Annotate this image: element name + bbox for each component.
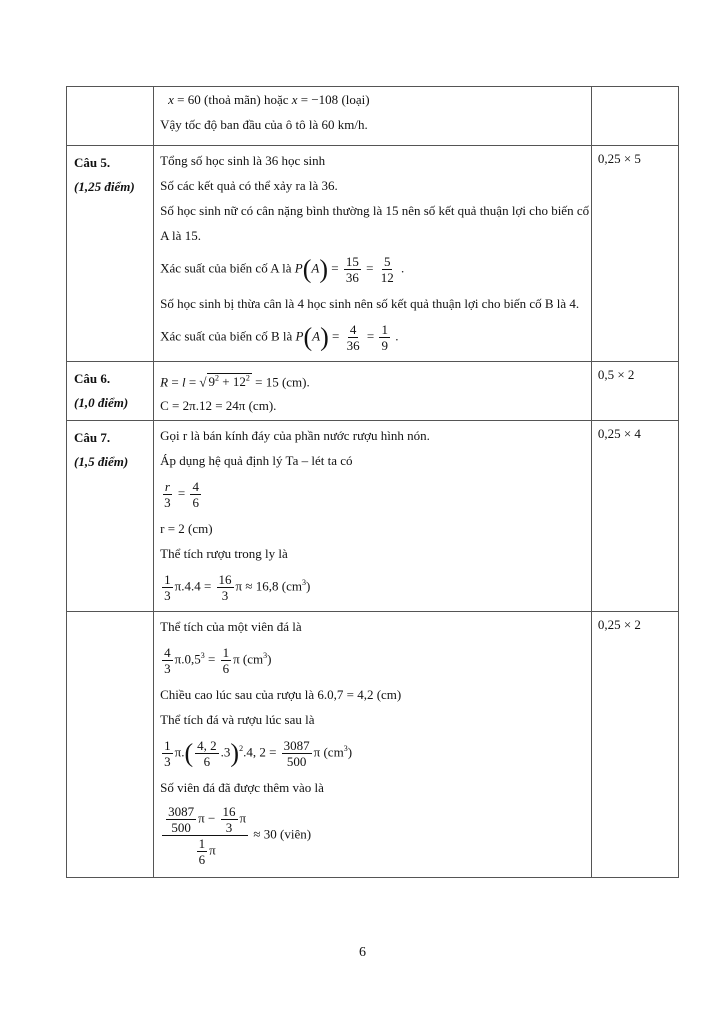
- score-cell: [591, 87, 678, 146]
- label-cell: [67, 146, 154, 362]
- text-line: Áp dụng hệ quả định lý Ta – lét ta có: [160, 453, 353, 469]
- stone-count-line: $\frac{3087}{500}$ π − $\frac{16}{3}$ π $\frac{1}{6}$ π ≈ 30 (viên): [160, 800, 591, 867]
- table-row-q7-part1: [67, 421, 679, 612]
- score-value: 0,5 × 2: [597, 367, 635, 382]
- text-line: Thể tích của một viên đá là: [160, 619, 302, 635]
- content-cell: [154, 362, 592, 421]
- stone-volume-line: $\frac{4}{3}$ $\pi.0,5^3$ = $\frac{1}{6}$ π $(cm^3)$: [164, 645, 272, 677]
- answer-table: [66, 86, 679, 878]
- ratio-line: $\frac{r}{3}$ = $\frac{4}{6}$: [164, 479, 199, 511]
- question-points: (1,25 điểm): [74, 179, 135, 194]
- content-cell: [154, 612, 592, 878]
- text-line: Số viên đá đã được thêm vào là: [160, 780, 324, 796]
- score-cell: [591, 362, 678, 421]
- text-line: Chiều cao lúc sau của rượu là 6.0,7 = 4,2 (cm): [160, 687, 402, 703]
- question-points: (1,0 điểm): [74, 395, 129, 410]
- probability-a-line: Xác suất của biến cố A là P(A) = $\frac{15}{36}$ = $\frac{5}{12}$ .: [160, 254, 405, 285]
- score-value: 0,25 × 4: [597, 426, 641, 442]
- score-cell: [591, 146, 678, 362]
- text-line: Số học sinh bị thừa cân là 4 học sinh nên số kết quả thuận lợi cho biến cố B là 4.: [160, 296, 580, 311]
- question-number: Câu 7.: [74, 430, 111, 446]
- probability-b-line: Xác suất của biến cố B là P(A) = $\frac{4}{36}$ = $\frac{1}{9}$ .: [160, 322, 399, 353]
- circumference-line: C = 2π.12 = 24π (cm).: [160, 398, 277, 414]
- text-line: Số các kết quả có thể xảy ra là 36.: [160, 178, 338, 193]
- page-number: 6: [359, 945, 366, 960]
- total-volume-line: $\frac{1}{3}$ π.( $\frac{4, 2}{6}$ .3)$^2$.4, 2 = $\frac{3087}{500}$ π $(cm^3)$: [164, 738, 353, 770]
- score-value: 0,25 × 2: [597, 617, 641, 633]
- conclusion-line: Vậy tốc độ ban đầu của ô tô là 60 km/h.: [160, 117, 368, 132]
- label-cell: [67, 362, 154, 421]
- score-value: 0,25 × 5: [597, 151, 641, 166]
- text-line: Tổng số học sinh là 36 học sinh: [160, 153, 326, 168]
- content-cell: [154, 87, 592, 146]
- label-cell: [67, 612, 154, 878]
- question-number: Câu 5.: [74, 155, 111, 170]
- text-line: Số học sinh nữ có cân nặng bình thường là 15 nên số kết quả thuận lợi cho biến cố A là 15.: [160, 203, 590, 243]
- table-row-q6: [67, 362, 679, 421]
- text-line: Thể tích rượu trong ly là: [160, 546, 288, 562]
- question-points: (1,5 điểm): [74, 454, 129, 470]
- text-line: Gọi r là bán kính đáy của phần nước rượu hình nón.: [160, 428, 430, 444]
- table-row-q5: [67, 146, 679, 362]
- slant-height-line: R = l = √ $9^2 + 12^2 = 15$ (cm).: [160, 374, 310, 390]
- radius-line: r = 2 (cm): [160, 521, 213, 537]
- table-row-continuation: [67, 87, 679, 146]
- content-cell: [154, 421, 592, 612]
- score-cell: [591, 421, 678, 612]
- volume-line: $\frac{1}{3}$ π.4.4 = $\frac{16}{3}$ π ≈ 16,8 $(cm^3)$: [164, 572, 311, 604]
- solution-line: x = 60 (thoả mãn) hoặc x = −108 (loại): [168, 92, 370, 107]
- text-line: Thể tích đá và rượu lúc sau là: [160, 712, 315, 728]
- table-row-q7-part2: [67, 612, 679, 878]
- question-number: Câu 6.: [74, 371, 111, 386]
- content-cell: [154, 146, 592, 362]
- score-cell: [591, 612, 678, 878]
- label-cell: [67, 87, 154, 146]
- label-cell: [67, 421, 154, 612]
